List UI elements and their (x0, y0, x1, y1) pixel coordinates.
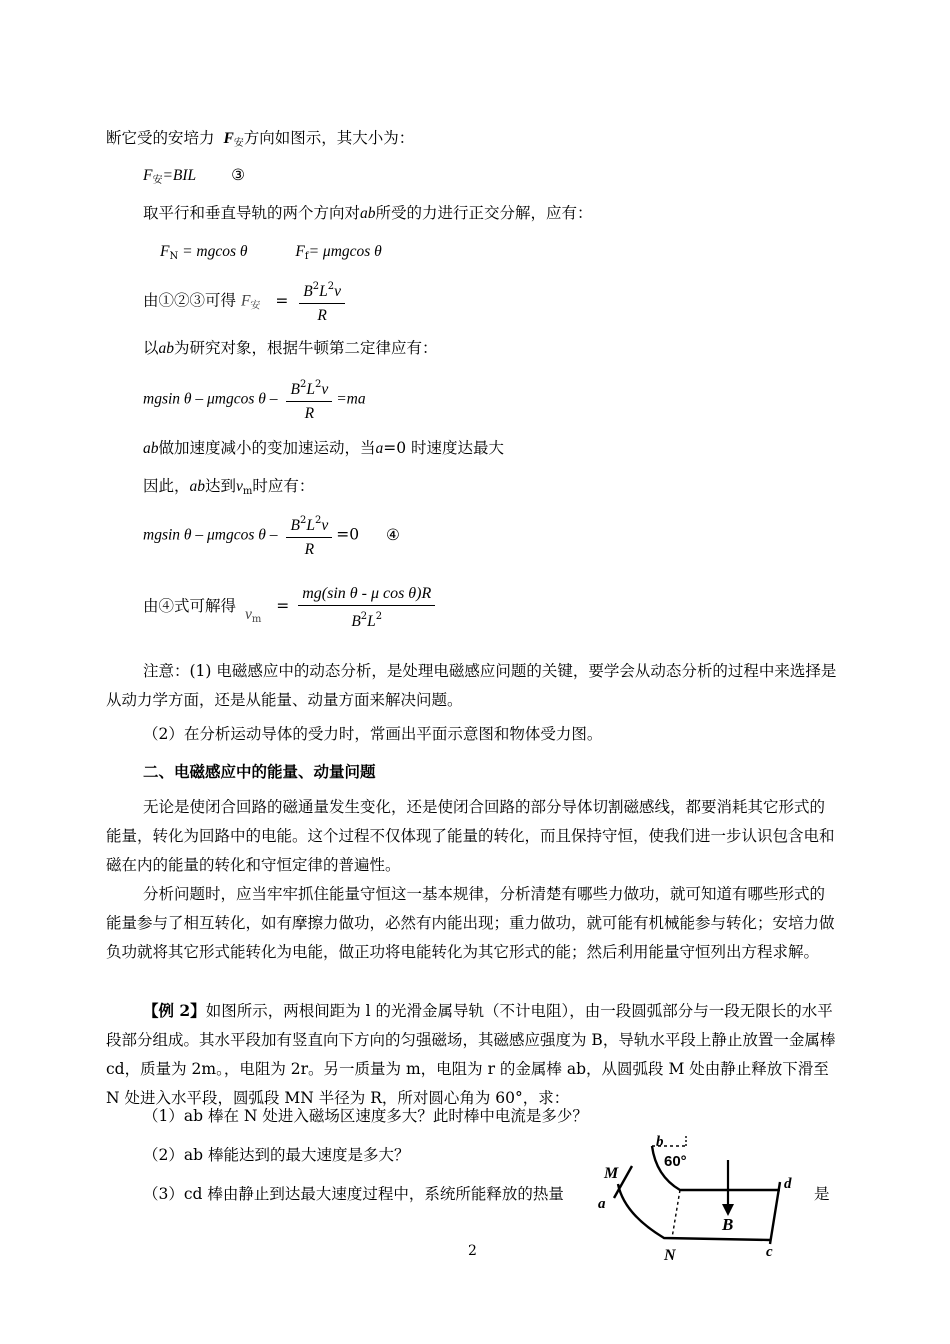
text: =0 时速度达最大 (383, 439, 505, 457)
text: 为研究对象，根据牛顿第二定律应有： (174, 339, 438, 357)
equation-text: mgsin θ – μmgcos θ – (143, 390, 278, 408)
symbol-R: R (304, 541, 315, 558)
symbol-v: v (334, 283, 342, 300)
symbol-v: v (236, 478, 243, 495)
text: 以 (143, 339, 159, 357)
equals-sign: = (275, 291, 289, 310)
subscript: 安 (250, 300, 261, 312)
label-c: c (766, 1244, 773, 1260)
symbol-v: v (321, 517, 329, 534)
text: 所受的力进行正交分解，应有： (375, 204, 593, 222)
symbol-a: a (375, 440, 384, 457)
body-paragraph-2: 分析问题时，应当牢牢抓住能量守恒这一基本规律，分析清楚有哪些力做功，就可知道有哪些形式的能量参与了相互转化，如有摩擦力做功，必然有内能出现；重力做功，就可能有机械能参与转化；安培力做负功就将其它形式能转化为电能，做正功将电能转化为其它形式的能；然后利用能量守恒列出方程求解。 (106, 885, 835, 961)
body-paragraph-1: 无论是使闭合回路的磁通量发生变化，还是使闭合回路的部分导体切割磁感线，都要消耗其它形式的能量，转化为回路中的电能。这个过程不仅体现了能量的转化，而且保持守恒，使我们进一步认识包含电和磁在内的能量的转化和守恒定律的普遍性。 (106, 798, 835, 874)
fraction (298, 582, 435, 633)
subscript: 安 (233, 138, 244, 149)
symbol-B: B (290, 381, 300, 398)
text: 做加速度减小的变加速运动，当 (158, 439, 376, 457)
text-line-9 (143, 476, 314, 502)
symbol-F: F (143, 167, 153, 184)
symbol-R: R (317, 307, 327, 324)
symbol-B: B (303, 283, 313, 300)
fraction (286, 510, 332, 561)
denominator (299, 304, 345, 327)
symbol-v: v (244, 606, 252, 623)
lower-rail (618, 1184, 770, 1240)
symbol-B: B (351, 612, 361, 630)
label-M: M (604, 1165, 619, 1182)
numerator (286, 510, 332, 538)
label-d: d (784, 1176, 792, 1192)
text: 取平行和垂直导轨的两个方向对 (143, 204, 361, 222)
denominator (286, 402, 332, 425)
symbol-ab: ab (189, 478, 206, 495)
fraction (299, 276, 345, 327)
rail-diagram-svg (594, 1132, 812, 1266)
text: 断它受的安培力 (106, 129, 215, 147)
note-paragraph-2: （2）在分析运动导体的受力时，常画出平面示意图和物体受力图。 (143, 725, 603, 743)
symbol-F: F (240, 292, 251, 310)
label-B: B (722, 1215, 734, 1234)
example-text: 如图所示，两根间距为 l 的光滑金属导轨（不计电阻），由一段圆弧部分与一段无限长的水平段部分组成。其水平段加有竖直向下方向的匀强磁场，其磁感应强度为 B，导轨水平段上静止放置一金属棒 cd，质量为 2m。，电阻为 2r。另一质量为 m，电阻为 r 的金属棒 ab，从圆弧段 M 处由静止释放下滑至 N 处进入水平段，圆弧段 MN 半径为 R，所对圆心角为 60°，求： (106, 1002, 836, 1107)
question-3: （3）cd 棒由静止到达最大速度过程中，系统所能释放的热量 (143, 1185, 564, 1203)
equation-text: =0 (336, 525, 360, 544)
text: 由①②③可得 (143, 291, 237, 310)
numerator (299, 276, 345, 304)
equation-normal-friction (160, 241, 382, 267)
label-b: b (656, 1134, 664, 1150)
text-line-1 (106, 128, 414, 154)
subscript: f (304, 251, 309, 262)
text-line-8 (143, 438, 504, 459)
superscript: 2 (299, 379, 307, 390)
question-2: （2）ab 棒能达到的最大速度是多大？ (143, 1146, 410, 1164)
equation-text: =ma (336, 390, 366, 408)
equation-max-speed (143, 510, 400, 561)
fraction (286, 374, 332, 425)
symbol-F: F (223, 130, 234, 147)
symbol-L: L (319, 283, 328, 300)
text: 时应有： (252, 477, 315, 495)
symbol-L: L (306, 517, 315, 534)
rod-cd (770, 1182, 780, 1244)
denominator (298, 606, 435, 633)
symbol-L: L (306, 381, 315, 398)
equation-newton (143, 374, 366, 425)
page-number: 2 (468, 1243, 477, 1259)
equation-text: = μmgcos θ (308, 243, 382, 260)
question-1: （1）ab 棒在 N 处进入磁场区速度多大？此时棒中电流是多少？ (143, 1107, 588, 1125)
example-paragraph (106, 996, 838, 1113)
equation-number: ③ (231, 166, 246, 184)
note-paragraph-1: 注意：(1) 电磁感应中的动态分析，是处理电磁感应问题的关键，要学会从动态分析的过程中来选择是从动力学方面，还是从能量、动量方面来解决问题。 (106, 662, 837, 709)
numerator (298, 582, 435, 606)
symbol-ab: ab (360, 205, 376, 222)
text: 由④式可解得 (143, 597, 237, 615)
subscript: 安 (152, 175, 163, 186)
superscript: 2 (299, 515, 307, 526)
superscript: 2 (314, 379, 322, 390)
symbol-L: L (367, 612, 376, 630)
text: 达到 (205, 477, 237, 495)
subscript: m (242, 486, 253, 497)
equation-number: ④ (386, 525, 400, 544)
superscript: 2 (314, 515, 322, 526)
example-label: 【例 2】 (143, 1001, 206, 1020)
superscript: 2 (360, 610, 368, 622)
section-title: 二、电磁感应中的能量、动量问题 (143, 762, 376, 781)
text: 方向如图示，其大小为： (243, 129, 415, 147)
symbol-F: F (295, 243, 305, 260)
label-a: a (598, 1196, 606, 1212)
text-line-6 (143, 338, 438, 359)
equation-text: =BIL (162, 167, 197, 184)
numerator (286, 374, 332, 402)
text-line-3 (143, 203, 593, 224)
equation-ampere-force (143, 165, 245, 191)
symbol-ab: ab (158, 340, 175, 357)
rail-diagram (594, 1132, 812, 1266)
subscript: m (251, 614, 262, 625)
symbol-v: v (321, 381, 329, 398)
equation-text: mgsin θ – μmgcos θ – (143, 526, 278, 544)
symbol-B: B (290, 517, 300, 534)
superscript: 2 (375, 610, 383, 622)
symbol-F: F (160, 243, 170, 260)
label-angle: 60° (664, 1153, 687, 1170)
label-N: N (664, 1247, 676, 1264)
equation-text: = mgcos θ (178, 243, 248, 260)
symbol-R: R (304, 405, 315, 422)
symbol-ab: ab (143, 440, 159, 457)
equation-vm-result (143, 578, 439, 648)
equals-sign: = (276, 597, 290, 615)
superscript: 2 (327, 281, 335, 292)
boundary-line (672, 1190, 680, 1238)
subscript: N (169, 251, 179, 262)
text: 因此， (143, 477, 190, 495)
question-3-tail: 是 (814, 1185, 830, 1203)
superscript: 2 (312, 281, 320, 292)
numerator-text: mg(sin θ - μ cos θ)R (302, 584, 432, 602)
equation-force-result (143, 276, 349, 331)
denominator (286, 538, 332, 561)
